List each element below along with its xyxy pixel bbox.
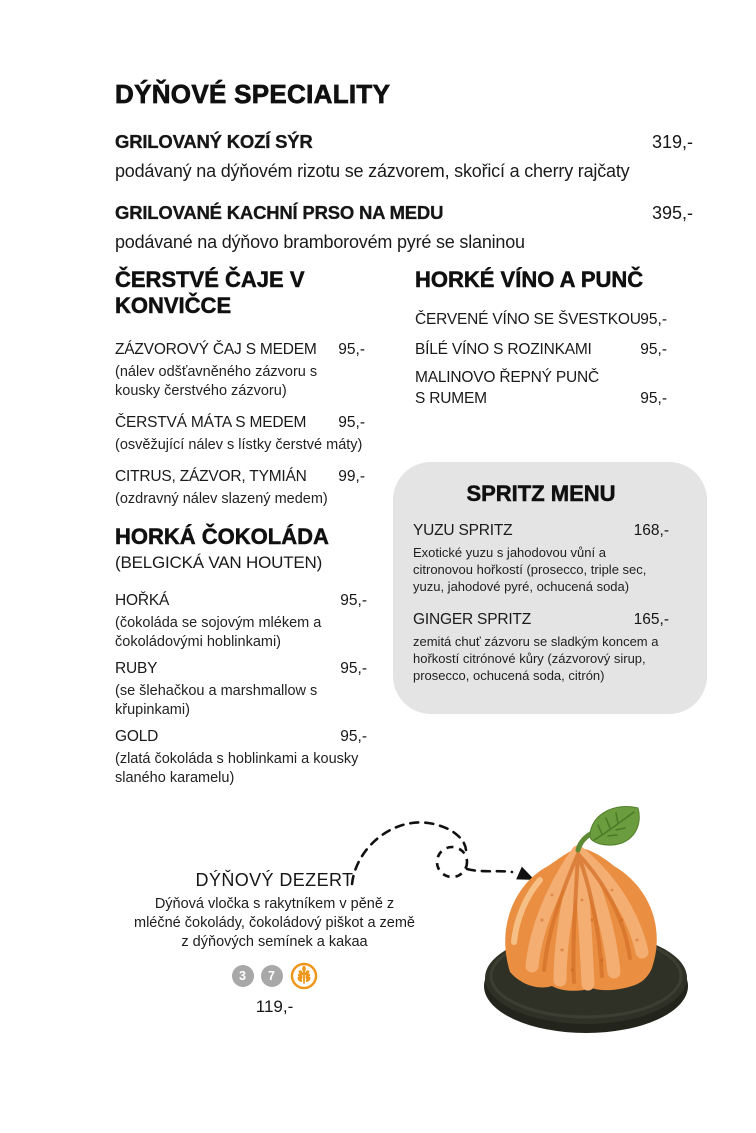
item-name: GINGER SPRITZ — [413, 611, 531, 628]
menu-item — [115, 129, 693, 184]
hot-chocolate-section — [115, 524, 367, 795]
item-description: (zlatá čokoláda s hoblinkami a kousky slaného karamelu) — [115, 751, 359, 786]
menu-item — [115, 340, 365, 401]
menu-item — [413, 610, 669, 684]
item-price: 99,- — [338, 468, 365, 485]
item-description: (ozdravný nálev slazený medem) — [115, 491, 328, 507]
specials-section — [115, 129, 693, 271]
item-description: podávaný na dýňovém rizotu se zázvorem, skořicí a cherry rajčaty — [115, 161, 630, 181]
allergen-badge-3: 3 — [232, 965, 254, 987]
item-price: 165,- — [633, 611, 669, 628]
menu-item — [115, 467, 365, 509]
item-name: CITRUS, ZÁZVOR, TYMIÁN — [115, 468, 307, 485]
item-name: HOŘKÁ — [115, 592, 170, 609]
item-name: GRILOVANÉ KACHNÍ PRSO NA MEDU — [115, 202, 444, 223]
item-price: 95,- — [640, 390, 667, 407]
item-price: 95,- — [340, 728, 367, 745]
item-name: MALINOVO ŘEPNÝ PUNČ S RUMEM — [415, 369, 599, 407]
item-price: 119,- — [255, 997, 294, 1016]
hot-wine-punch-section — [415, 267, 667, 414]
section-heading: HORKÉ VÍNO A PUNČ — [415, 267, 644, 292]
menu-item — [415, 367, 667, 409]
pumpkin-dessert-illustration — [452, 800, 744, 1045]
allergen-badge-7: 7 — [261, 965, 283, 987]
item-description: Exotické yuzu s jahodovou vůní a citronovou hořkostí (prosecco, triple sec, yuzu, jahodové pyré, ochucená soda) — [413, 545, 647, 594]
item-name: RUBY — [115, 660, 158, 677]
item-price: 95,- — [338, 414, 365, 431]
item-name: BÍLÉ VÍNO S ROZINKAMI — [415, 341, 592, 358]
item-name: DÝŇOVÝ DEZERT — [195, 870, 354, 890]
item-price: 95,- — [340, 660, 367, 677]
section-heading: SPRITZ MENU — [466, 481, 616, 506]
item-description: (se šlehačkou a marshmallow s křupinkami) — [115, 683, 318, 718]
item-name: GOLD — [115, 728, 159, 745]
item-description: zemitá chuť zázvoru se sladkým koncem a hořkostí citrónové kůry (zázvorový sirup, prosecco, ochucená soda, citrón) — [413, 634, 659, 683]
menu-item — [115, 200, 693, 255]
item-name: GRILOVANÝ KOZÍ SÝR — [115, 131, 313, 152]
menu-item — [115, 591, 367, 652]
item-price: 95,- — [338, 341, 365, 358]
section-heading: HORKÁ ČOKOLÁDA — [115, 524, 329, 549]
wheat-gluten-icon — [290, 962, 318, 990]
menu-item — [115, 727, 367, 788]
item-price: 95,- — [640, 341, 667, 358]
page-title: DÝŇOVÉ SPECIALITY — [115, 79, 391, 109]
item-description: (osvěžující nálev s lístky čerstvé máty) — [115, 437, 363, 453]
item-description: podávané na dýňovo bramborovém pyré se slaninou — [115, 232, 525, 252]
item-description: Dýňová vločka s rakytníkem v pěně z mléčné čokolády, čokoládový piškot a země z dýňových semínek a kakaa — [133, 896, 415, 950]
menu-item — [415, 307, 667, 332]
item-price: 319,- — [651, 132, 693, 152]
section-heading: ČERSTVÉ ČAJE V KONVIČCE — [115, 267, 305, 318]
item-price: 395,- — [651, 203, 693, 223]
item-price: 168,- — [633, 522, 669, 539]
item-name: ZÁZVOROVÝ ČAJ S MEDEM — [115, 341, 317, 358]
item-name: ČERSTVÁ MÁTA S MEDEM — [115, 414, 307, 431]
item-description: (čokoláda se sojovým mlékem a čokoládovými hoblinkami) — [115, 615, 322, 650]
spritz-menu-panel — [393, 462, 707, 714]
item-name: YUZU SPRITZ — [413, 522, 513, 539]
menu-item — [115, 413, 365, 455]
item-name: ČERVENÉ VÍNO SE ŠVESTKOU — [415, 311, 641, 328]
allergen-badges — [112, 962, 437, 990]
teas-section — [115, 267, 365, 521]
menu-item — [415, 337, 667, 362]
item-price: 95,- — [340, 592, 367, 609]
menu-item — [413, 521, 669, 595]
section-subheading: (BELGICKÁ VAN HOUTEN) — [115, 553, 323, 572]
item-description: (nálev odšťavněného zázvoru s kousky čerstvého zázvoru) — [115, 364, 318, 399]
menu-item — [115, 659, 367, 720]
item-price: 95,- — [640, 311, 667, 328]
